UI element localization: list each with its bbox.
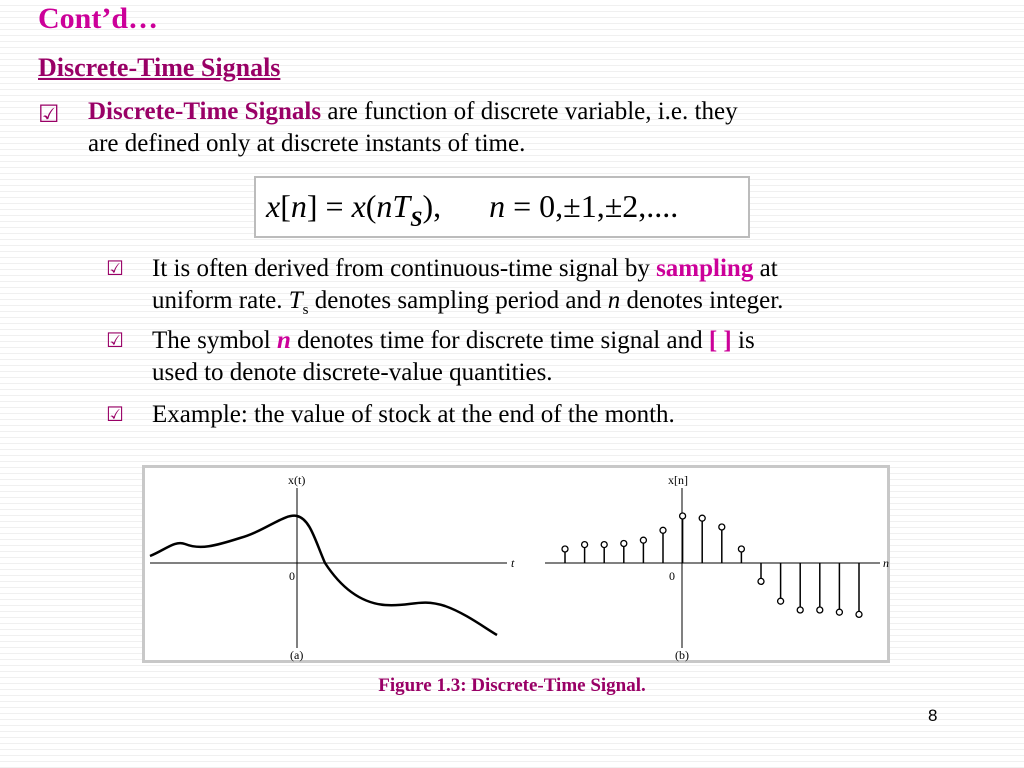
figure-box (142, 465, 890, 663)
n-highlight: n (277, 327, 291, 354)
slide-subtitle: Discrete-Time Signals (38, 53, 281, 82)
checkbox-bullet-icon: ☑ (106, 328, 124, 352)
panel-b-origin: 0 (669, 569, 675, 583)
sub1-line2a: uniform rate. (152, 287, 289, 314)
eq-lhs-n: n (290, 188, 307, 224)
sample-point (699, 515, 705, 521)
checkbox-bullet-icon: ☑ (38, 100, 60, 128)
page-number: 8 (928, 706, 938, 725)
sampling-highlight: sampling (656, 255, 754, 282)
eq-rhs-x: x (351, 188, 366, 224)
main-bullet-term: Discrete-Time Signals (88, 98, 322, 125)
sample-point (817, 607, 823, 613)
eq-rhs-nT: nT (376, 188, 411, 224)
eq-n-var: n (489, 188, 506, 224)
sub2-line1c: is (731, 327, 755, 354)
sample-point (719, 524, 725, 530)
equation-box (254, 176, 750, 238)
eq-comma: , (433, 188, 442, 224)
sub2-line2: used to denote discrete-value quantities. (152, 359, 553, 386)
sub1-line2c: denotes integer. (620, 287, 784, 314)
sample-point (856, 611, 862, 617)
sample-point (680, 513, 686, 519)
main-bullet-line1: are function of discrete variable, i.e. they (321, 98, 738, 125)
sub2-line1b: denotes time for discrete time signal and (290, 327, 709, 354)
sample-point (562, 546, 568, 552)
continuous-signal-curve (150, 516, 497, 635)
sub1-line1a: It is often derived from continuous-time signal by (152, 255, 657, 282)
sub1-line2b: denotes sampling period and (308, 287, 608, 314)
signal-figure (145, 468, 887, 660)
panel-b-tag: (b) (675, 648, 689, 662)
sample-point (778, 598, 784, 604)
sample-point (758, 578, 764, 584)
sample-point (738, 546, 744, 552)
sample-point (601, 542, 607, 548)
sample-point (797, 607, 803, 613)
panel-a-tag: (a) (290, 648, 304, 662)
ts-symbol: T (288, 287, 303, 314)
panel-b-ylabel: x[n] (668, 473, 688, 487)
sub1-line1b: at (753, 255, 778, 282)
checkbox-bullet-icon: ☑ (106, 402, 124, 426)
brackets-highlight: [ ] (708, 327, 732, 354)
sub3-text: Example: the value of stock at the end of the month. (152, 401, 675, 428)
main-bullet-text (88, 96, 988, 160)
sample-point (660, 527, 666, 533)
sample-point (640, 537, 646, 543)
eq-lhs-x: x (266, 188, 281, 224)
figure-caption: Figure 1.3: Discrete-Time Signal. (378, 675, 646, 696)
sub-bullet-symbol-n (152, 325, 1012, 389)
panel-a (150, 473, 515, 662)
ts-subscript: s (302, 302, 309, 318)
main-bullet-line2: are defined only at discrete instants of time. (88, 130, 526, 157)
sub-bullet-example (152, 399, 1012, 431)
sample-point (621, 541, 627, 547)
eq-rhs-subscript: S (410, 206, 423, 231)
panel-a-origin: 0 (289, 569, 295, 583)
panel-b (545, 473, 889, 662)
panel-a-ylabel: x(t) (288, 473, 306, 487)
sub-bullet-sampling (152, 253, 1012, 326)
panel-a-xlabel: t (511, 556, 515, 570)
sampling-equation: $x[n] = x(nT_S)$, n = 0,±1,±2,.... (266, 188, 679, 231)
slide-title: Cont’d… (38, 2, 159, 35)
panel-b-xlabel: n (883, 556, 889, 570)
eq-equals: = (317, 188, 352, 224)
sample-point (836, 609, 842, 615)
checkbox-bullet-icon: ☑ (106, 256, 124, 280)
n-symbol: n (607, 287, 621, 314)
eq-n-range: = 0,±1,±2,.... (505, 188, 679, 224)
sample-point (582, 542, 588, 548)
sub2-line1a: The symbol (152, 327, 277, 354)
